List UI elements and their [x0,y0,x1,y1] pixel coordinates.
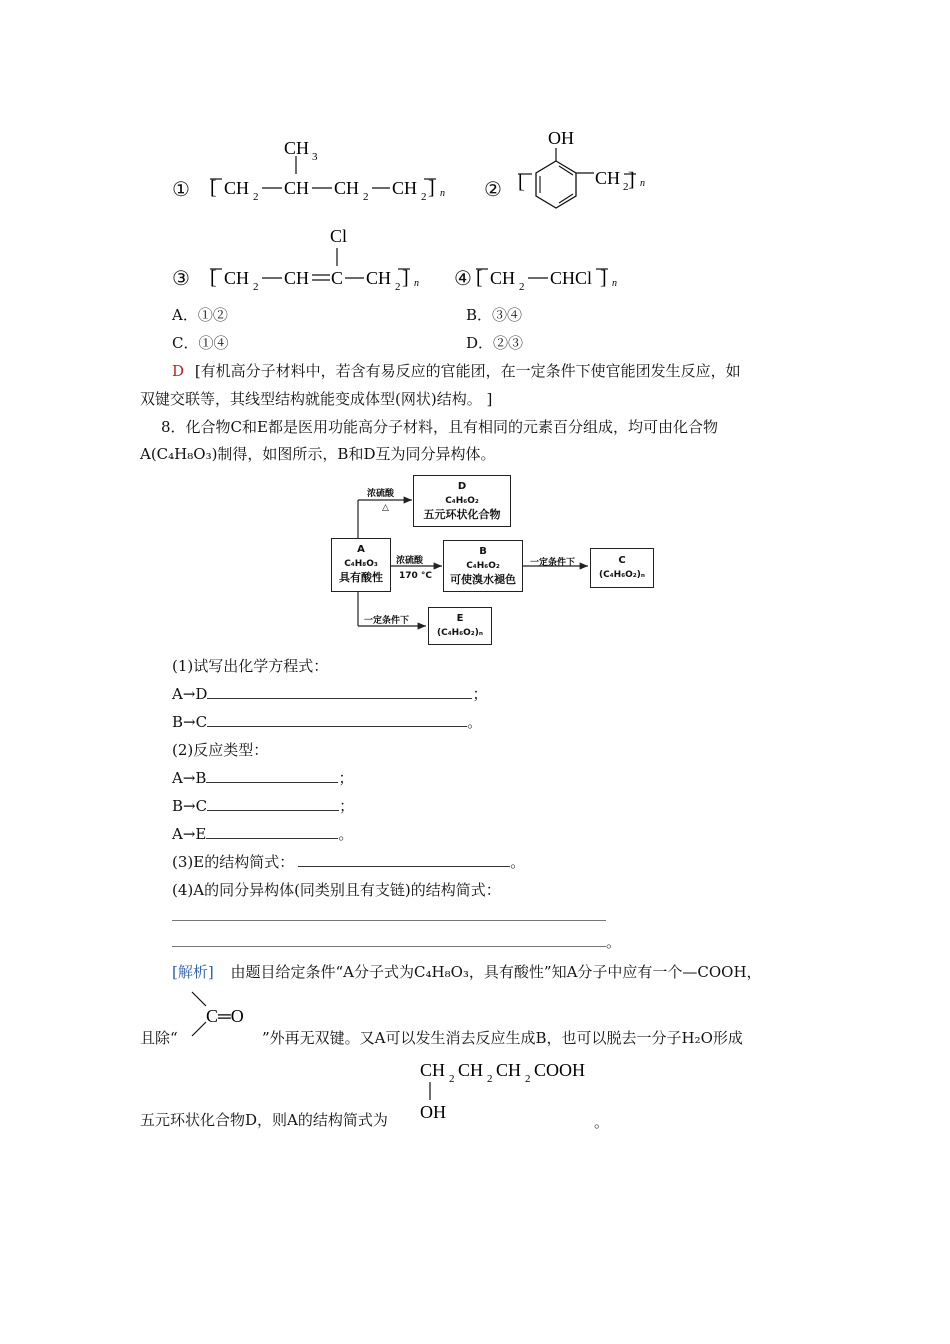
flow-box-c: C (C₄H₆O₂)ₙ [590,548,654,588]
bracket-close: ] [600,267,607,289]
sub-q2-ae: A→E 。 [172,825,354,843]
svg-text:2: 2 [623,181,629,193]
sub-q3: (3)E的结构简式： 。 [172,853,526,871]
bracket-close: ] [628,169,635,191]
structure-1-polymer [200,134,460,204]
question-8-line-1: 8．化合物C和E都是医用功能高分子材料，且有相同的元素百分组成，均可由化合物 [161,418,718,436]
ch2-b: CH [334,178,360,198]
svg-text:2: 2 [395,281,401,292]
option-c: C．①④ [172,334,229,352]
analysis-tag: [解析] [172,963,214,981]
sub-q2-bc: B→C ； [172,797,355,815]
svg-text:2: 2 [487,1073,493,1085]
svg-text:3: 3 [312,151,318,163]
svg-text:CH: CH [420,1060,446,1080]
structure-2-polymer [510,122,670,217]
ch2-b: CH [366,268,392,288]
answer-line-1[interactable] [172,920,606,921]
sub-q4-end: 。 [606,933,622,951]
svg-text:2: 2 [449,1073,455,1085]
svg-text:n: n [612,278,617,289]
svg-text:n: n [414,278,419,289]
sub-q1: (1)试写出化学方程式： [172,657,329,675]
option-a: A．①② [172,306,228,324]
c-atom: C [331,268,344,288]
svg-text:2: 2 [253,281,259,292]
answer-line-2[interactable] [172,946,606,947]
analysis-line-3: 五元环状化合物D，则A的结构简式为 [140,1111,388,1129]
analysis-line-3-end: 。 [594,1113,610,1131]
label-a-to-d-heat: △ [382,503,389,513]
cl: Cl [330,226,348,246]
label-a-to-b-reagent: 浓硫酸 [396,556,424,566]
flow-box-d: D C₄H₆O₂ 五元环状化合物 [413,475,511,527]
structure-3-number: ③ [172,266,190,290]
oh: OH [548,128,574,148]
ch: CH [284,268,310,288]
structure-1-number: ① [172,177,190,201]
analysis-line-2-start: 且除“ [140,1029,178,1047]
svg-text:2: 2 [519,281,525,293]
option-d: D．②③ [466,334,524,352]
label-a-to-b-temp: 170 °C [399,571,433,581]
ch2-a: CH [224,268,250,288]
answer-blank[interactable] [207,796,339,811]
answer-blank[interactable] [206,768,338,783]
svg-text:C═O: C═O [206,1006,244,1026]
structure-4-polymer [470,250,640,295]
answer-letter: D [172,362,185,380]
ch2: CH [490,268,516,288]
label-b-to-c: 一定条件下 [530,558,576,568]
structure-4-number: ④ [454,266,472,290]
question-8-line-2: A(C₄H₈O₃)制得，如图所示，B和D互为同分异构体。 [140,445,496,463]
flow-box-e: E (C₄H₆O₂)ₙ [428,607,492,645]
option-b: B．③④ [466,306,523,324]
bracket-close: ] [428,177,435,199]
svg-text:2: 2 [525,1073,531,1085]
svg-text:2: 2 [363,191,369,203]
ch3: CH [284,138,310,158]
svg-text:n: n [440,188,445,199]
svg-text:2: 2 [253,191,259,203]
structure-2-number: ② [484,177,502,201]
label-a-to-e: 一定条件下 [364,616,410,626]
label-a-to-d-reagent: 浓硫酸 [367,489,395,499]
svg-text:n: n [640,178,645,189]
answer-blank[interactable] [298,852,510,867]
ch2: CH [595,168,621,188]
carbonyl-fragment [186,988,258,1048]
svg-text:CH: CH [496,1060,522,1080]
ch-branch: CH [284,178,310,198]
svg-text:CH: CH [458,1060,484,1080]
answer-7-line-2: 双键交联等，其线型结构就能变成体型(网状)结构。 ] [140,390,493,408]
bracket-open: [ [210,267,217,289]
bracket-close: ] [402,267,409,289]
chcl: CHCl [550,268,593,288]
flow-box-b: B C₄H₆O₂ 可使溴水褪色 [443,540,523,592]
svg-text:COOH: COOH [534,1060,586,1080]
sub-q2-ab: A→B ； [172,769,354,787]
sub-q1-ad: A→D ； [172,685,488,703]
sub-q1-bc: B→C 。 [172,713,483,731]
structure-3-polymer [200,222,440,292]
bracket-open: [ [518,171,525,193]
sub-q2: (2)反应类型： [172,741,269,759]
sub-q4: (4)A的同分异构体(同类别且有支链)的结构简式： [172,881,501,899]
bracket-open: [ [476,267,483,289]
analysis-line-1: [解析] 由题目给定条件“A分子式为C₄H₈O₃，具有酸性”知A分子中应有一个—COOH， [172,963,762,981]
svg-text:OH: OH [420,1102,446,1122]
answer-blank[interactable] [207,684,472,699]
bracket-open: [ [210,177,217,199]
structure-a-formula [418,1054,598,1124]
answer-blank[interactable] [207,712,467,727]
answer-blank[interactable] [206,824,338,839]
ch2-a: CH [224,178,250,198]
svg-text:2: 2 [421,191,427,203]
ch2-c: CH [392,178,418,198]
answer-7-line-1: D [有机高分子材料中，若含有易反应的官能团，在一定条件下使官能团发生反应，如 [172,362,741,380]
flow-box-a: A C₄H₈O₃ 具有酸性 [331,538,391,592]
analysis-line-2-end: ”外再无双键。又A可以发生消去反应生成B，也可以脱去一分子H₂O形成 [262,1029,743,1047]
